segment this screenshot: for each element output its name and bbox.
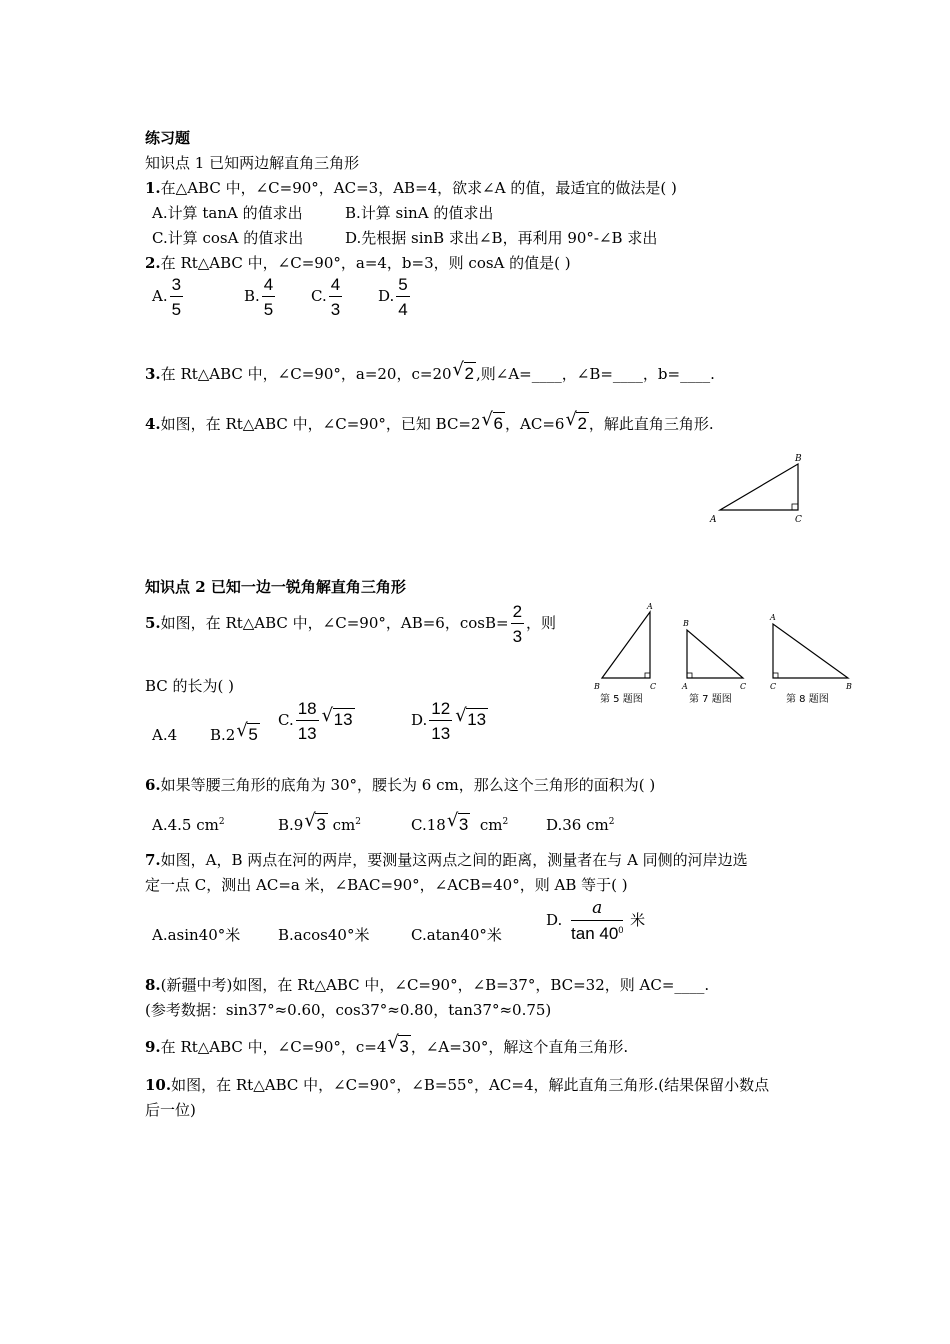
caption-5: 第 5 题图 (600, 694, 643, 705)
q4-triangle-figure (705, 450, 815, 530)
figure-5-triangle (593, 602, 656, 705)
option-label: D. (378, 287, 395, 305)
question-text: 如图，在 Rt△ABC 中，∠C=90°，AB=6，cosB= (160, 614, 509, 632)
question-number: 5. (145, 614, 161, 632)
svg-text:A: A (647, 602, 653, 611)
caption-7: 第 7 题图 (689, 694, 732, 705)
q2-option-b (244, 276, 277, 318)
svg-text:B: B (594, 682, 600, 691)
svg-text:C: C (650, 682, 657, 691)
question-5 (145, 603, 556, 645)
label-c: C (795, 515, 802, 525)
question-number: 9. (145, 1038, 161, 1056)
figures-5-7-8 (590, 598, 865, 710)
q2-option-c (311, 276, 344, 318)
question-2 (145, 253, 571, 273)
option-label: B. (244, 287, 260, 305)
label-a: A (710, 515, 717, 525)
question-number: 7. (145, 851, 161, 869)
question-8-line2: (参考数据：sin37°≈0.60，cos37°≈0.80，tan37°≈0.75) (145, 1001, 552, 1019)
fraction: $\frac{3}{5}$ (171, 275, 182, 319)
question-9 (145, 1032, 629, 1057)
q1-option-b: B.计算 sinA 的值求出 (345, 204, 494, 222)
q2-option-d (378, 276, 412, 318)
fraction: $\frac{5}{4}$ (398, 275, 408, 319)
question-number: 6. (145, 776, 161, 794)
q6-option-a: A.4.5 $cm^2$ (152, 816, 225, 834)
q1-option-d: D.先根据 sinB 求出∠B，再利用 90°-∠B 求出 (345, 229, 658, 247)
q7-option-c: C.atan40°米 (411, 926, 502, 944)
question-text: 在△ABC 中，∠C=90°，AC=3，AB=4，欲求∠A 的值，最适宜的做法是( ) (160, 179, 677, 197)
question-text: 如图，在 Rt△ABC 中，∠C=90°，已知 BC=2 (160, 415, 481, 433)
radical: √ 3 (446, 810, 469, 834)
fraction: $\frac{2}{3}$ (512, 602, 523, 646)
q5-option-b: B.2 √ 5 (210, 720, 258, 744)
question-text: 如图，A，B 两点在河的两岸，要测量这两点之间的距离，测量者在与 A 同侧的河岸边选 (160, 851, 748, 869)
svg-text:C: C (740, 682, 747, 691)
page-title: 练习题 (145, 129, 191, 147)
q6-option-b: B.9 √ 3 $cm^2$ (278, 810, 361, 834)
question-number: 1. (145, 179, 161, 197)
question-text-mid: ，AC=6 (505, 415, 565, 433)
svg-text:A: A (682, 682, 688, 691)
section-heading-1: 知识点 1 已知两边解直角三角形 (145, 154, 360, 172)
section-heading-2: 知识点 2 已知一边一锐角解直角三角形 (145, 578, 406, 596)
question-text: (新疆中考)如图，在 Rt△ABC 中，∠C=90°，∠B=37°，BC=32，则 AC=____. (160, 976, 710, 994)
radical: √ 2 (452, 359, 475, 383)
question-6 (145, 775, 655, 795)
radical: √ 5 (236, 720, 258, 744)
q7-option-a: A.asin40°米 (152, 926, 241, 944)
question-text-end: ，∠A=30°，解这个直角三角形. (410, 1038, 629, 1056)
question-text: 如图，在 Rt△ABC 中，∠C=90°，∠B=55°，AC=4，解此直角三角形.(结果保留小数点 (171, 1076, 770, 1094)
question-7-line2: 定一点 C，测出 AC=a 米，∠BAC=90°，∠ACB=40°，则 AB 等于( ) (145, 876, 628, 894)
radical: √ 2 (565, 409, 587, 433)
option-label: C. (311, 287, 327, 305)
radical: √ 3 (304, 810, 326, 834)
question-4 (145, 409, 714, 434)
radical: √ 6 (481, 409, 504, 433)
question-text: 在 Rt△ABC 中，∠C=90°，a=20，c=20 (160, 365, 452, 383)
fraction: $\frac{4}{5}$ (263, 275, 274, 319)
radical: √ 13 (321, 705, 353, 729)
question-8 (145, 975, 709, 995)
fraction: $\frac{a}{\tan 40^0}$ (571, 898, 624, 943)
label-b: B (795, 454, 802, 464)
question-10-line2: 后一位) (145, 1101, 196, 1119)
question-number: 2. (145, 254, 161, 272)
q6-option-c: C.18 √ 3 $cm^2$ (411, 810, 509, 834)
question-7 (145, 850, 748, 870)
q5-option-a: A.4 (152, 726, 178, 744)
caption-8: 第 8 题图 (786, 694, 829, 705)
q1-option-a: A.计算 tanA 的值求出 (152, 204, 303, 222)
q1-option-c: C.计算 cosA 的值求出 (152, 229, 304, 247)
svg-text:B: B (683, 619, 689, 628)
q2-option-a (152, 276, 185, 318)
q7-option-b: B.acos40°米 (278, 926, 370, 944)
question-text-end: ，则 (526, 614, 557, 632)
question-text-end: ，解此直角三角形. (588, 415, 714, 433)
option-label: A. (152, 287, 168, 305)
question-1 (145, 178, 677, 198)
q5-option-c: C. $\frac{18}{13}$ √ 13 (278, 699, 353, 743)
svg-text:C: C (770, 682, 777, 691)
figure-8-triangle (769, 613, 852, 705)
q6-option-d: D.36 $cm^2$ (546, 816, 615, 834)
question-number: 8. (145, 976, 161, 994)
svg-text:A: A (770, 613, 776, 622)
radical: √ 3 (387, 1032, 409, 1056)
question-10 (145, 1075, 769, 1095)
question-text: 在 Rt△ABC 中，∠C=90°，c=4 (160, 1038, 387, 1056)
radical: √ 13 (455, 705, 487, 729)
q5-option-d: D. $\frac{12}{13}$ √ 13 (411, 699, 487, 743)
question-text: 在 Rt△ABC 中，∠C=90°，a=4，b=3，则 cosA 的值是( ) (160, 254, 571, 272)
question-3 (145, 359, 715, 384)
question-number: 4. (145, 415, 161, 433)
fraction: $\frac{18}{13}$ (297, 699, 317, 743)
question-number: 10. (145, 1076, 172, 1094)
q7-option-d: D. $\frac{a}{\tan 40^0}$ 米 (546, 898, 646, 943)
question-number: 3. (145, 365, 161, 383)
fraction: $\frac{12}{13}$ (431, 699, 451, 743)
question-5-line2: BC 的长为( ) (145, 677, 235, 695)
question-text-end: ,则∠A=____，∠B=____，b=____. (476, 365, 715, 383)
question-text: 如果等腰三角形的底角为 30°，腰长为 6 cm，那么这个三角形的面积为( ) (160, 776, 656, 794)
fraction: $\frac{4}{3}$ (330, 275, 341, 319)
figure-7-triangle (681, 619, 746, 705)
svg-text:B: B (846, 682, 852, 691)
